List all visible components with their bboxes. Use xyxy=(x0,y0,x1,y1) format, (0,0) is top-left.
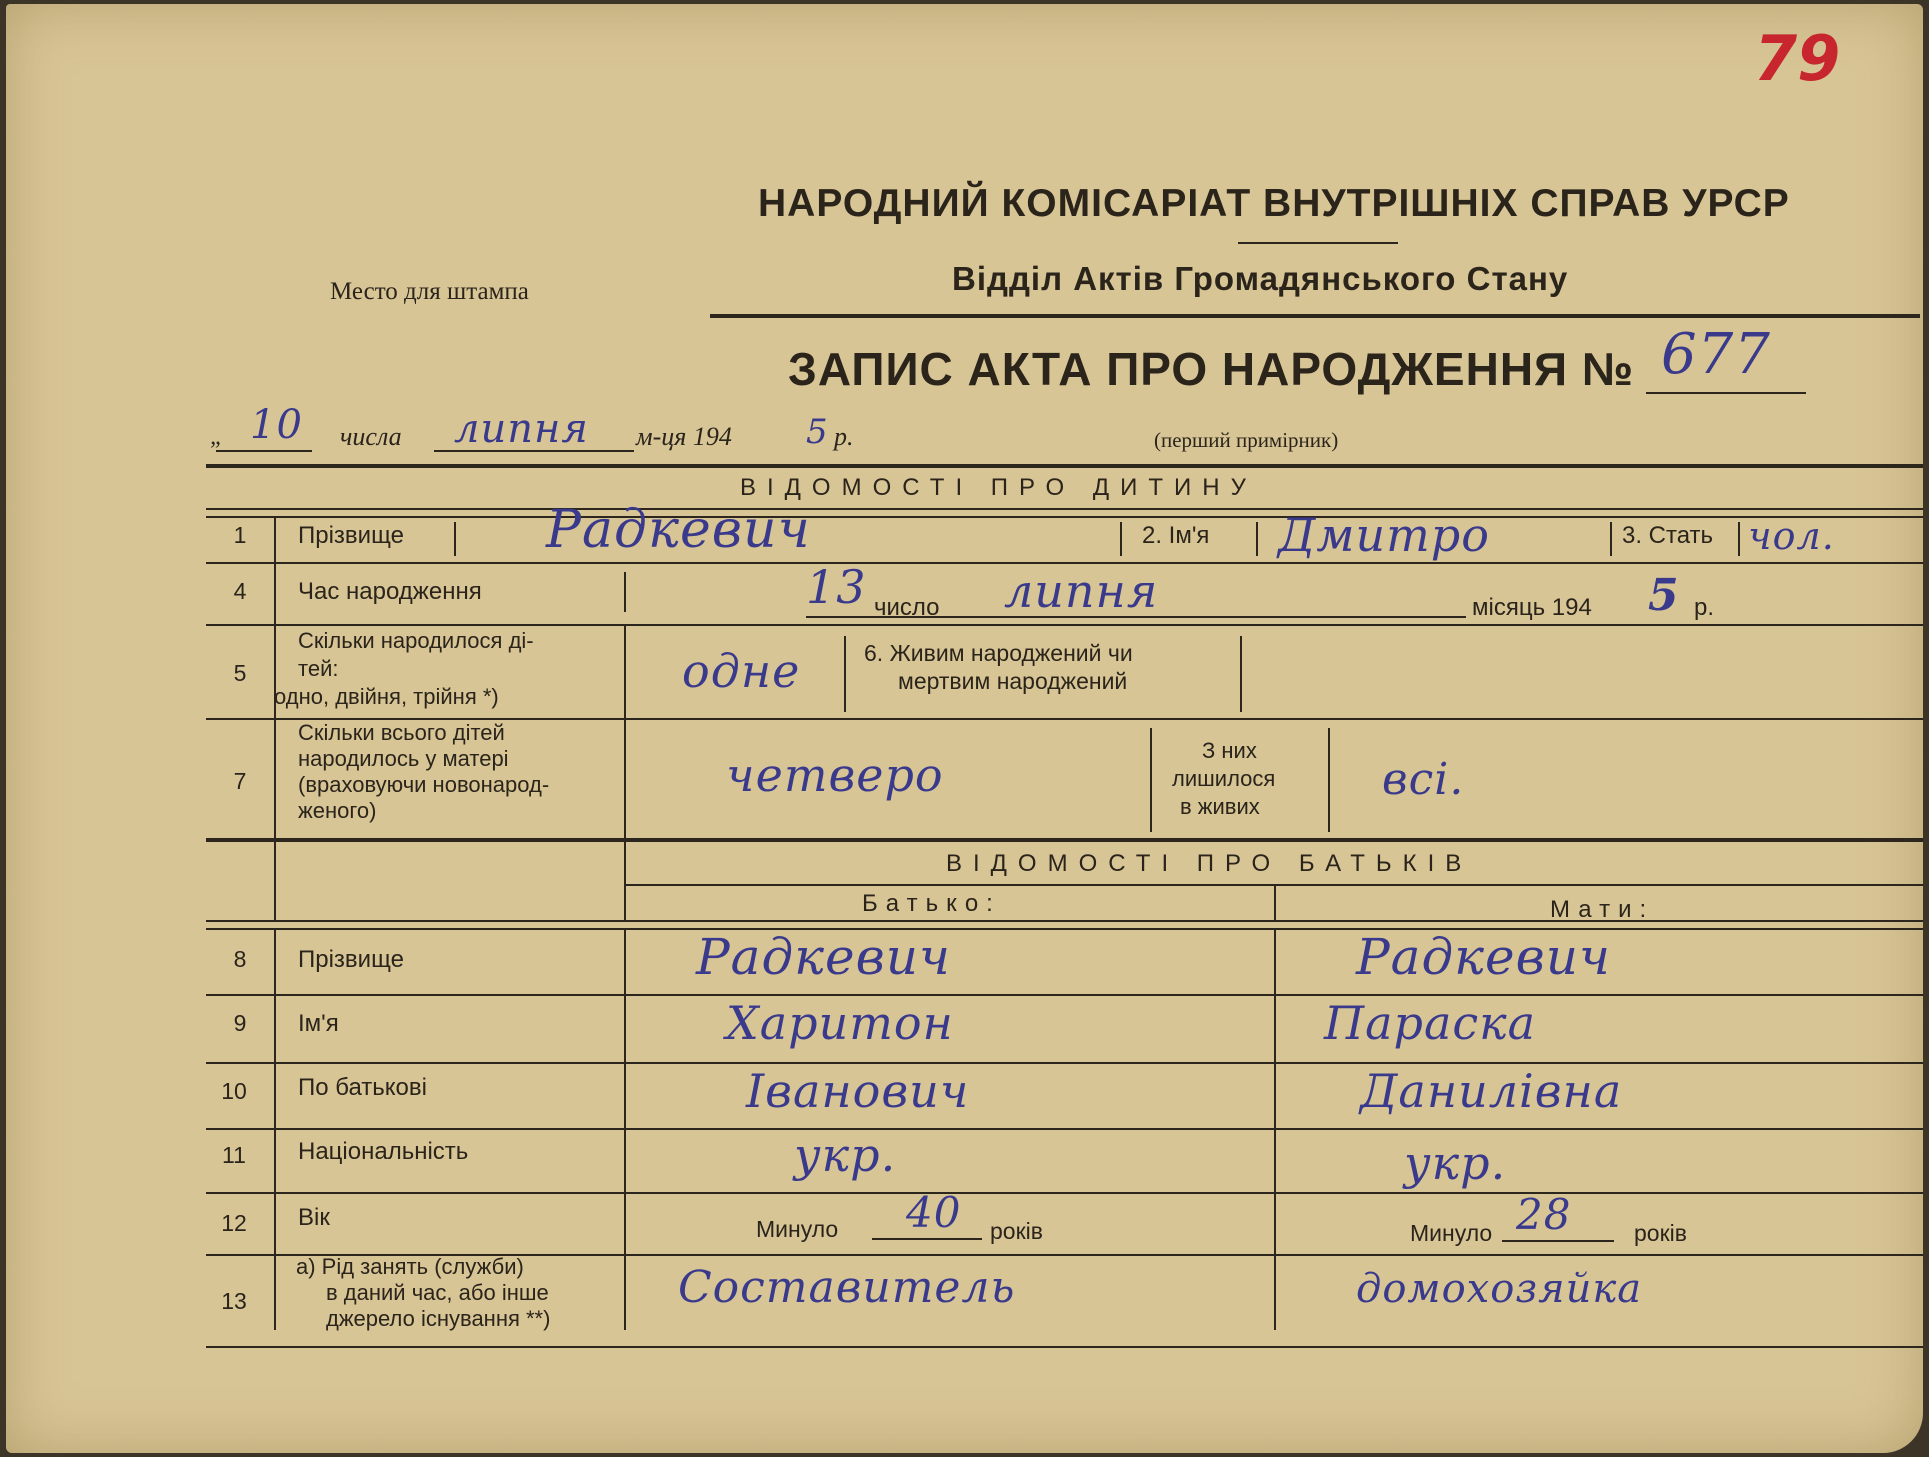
field-label: Прізвище xyxy=(298,522,404,549)
col-divider xyxy=(624,572,626,612)
mother-age-value: 28 xyxy=(1516,1190,1572,1239)
father-surname-value: Радкевич xyxy=(696,928,951,986)
col-divider xyxy=(624,718,626,838)
record-title xyxy=(788,342,1634,396)
date-month-label: м-ця 194 xyxy=(636,422,732,451)
date-open-quote: „ xyxy=(210,424,224,450)
row-number: 10 xyxy=(221,1078,247,1104)
row-rule xyxy=(206,1192,1923,1194)
stamp-place-label: Место для штампа xyxy=(330,278,529,305)
field-label: Національність xyxy=(298,1138,469,1165)
father-nationality-value: укр. xyxy=(794,1128,897,1182)
field-label: Вік xyxy=(298,1204,330,1231)
col-divider xyxy=(1240,636,1242,712)
child-sex-value: чол. xyxy=(1748,514,1835,558)
copy-note: (перший примірник) xyxy=(1154,428,1339,452)
row-rule xyxy=(206,624,1923,626)
col-divider xyxy=(274,842,276,920)
birth-year-value: 5 xyxy=(1648,570,1680,621)
row-rule xyxy=(206,928,1923,930)
col-divider xyxy=(274,516,276,562)
mother-surname-value: Радкевич xyxy=(1356,928,1611,986)
field-label: (враховуючи новонарод- xyxy=(298,772,550,797)
section-child-heading: ВІДОМОСТІ ПРО ДИТИНУ xyxy=(740,474,1257,501)
father-header: Батько: xyxy=(862,890,1001,917)
alive-label: в живих xyxy=(1180,794,1260,819)
row-number: 8 xyxy=(233,946,247,972)
col-divider xyxy=(1256,522,1258,556)
mother-header: Мати: xyxy=(1550,896,1655,923)
date-day-value: 10 xyxy=(250,402,303,448)
child-surname-value: Радкевич xyxy=(546,500,811,560)
alive-label: лишилося xyxy=(1172,766,1276,791)
age-prefix: Минуло xyxy=(1410,1220,1493,1246)
field-label: 2. Ім'я xyxy=(1142,522,1210,549)
record-title-text: ЗАПИС АКТА ПРО НАРОДЖЕННЯ № xyxy=(788,343,1635,395)
children-count-value: одне xyxy=(682,644,801,698)
row-number: 4 xyxy=(233,578,247,604)
alive-label: мертвим народжений xyxy=(898,668,1128,694)
field-label: народилось у матері xyxy=(298,746,509,771)
field-label: джерело існування **) xyxy=(326,1306,551,1331)
row-number: 1 xyxy=(233,522,247,548)
col-divider xyxy=(1328,728,1330,832)
field-label: Скільки народилося ді- xyxy=(298,628,534,653)
age-underline xyxy=(1502,1240,1614,1242)
total-children-value: четверо xyxy=(726,748,944,802)
field-label: одно, двійня, трійня *) xyxy=(274,684,499,709)
row-number: 9 xyxy=(233,1010,247,1036)
father-name-value: Харитон xyxy=(726,996,954,1050)
field-label: Скільки всього дітей xyxy=(298,720,505,745)
col-divider xyxy=(1610,522,1612,556)
alive-label: З них xyxy=(1202,738,1257,763)
table-top-rule xyxy=(206,464,1923,468)
mother-name-value: Параска xyxy=(1324,996,1537,1050)
col-divider xyxy=(274,718,276,838)
father-patronymic-value: Іванович xyxy=(746,1064,970,1118)
surviving-children-value: всі. xyxy=(1382,754,1465,805)
mother-nationality-value: укр. xyxy=(1404,1136,1507,1190)
rule-a xyxy=(206,508,1923,510)
header-divider xyxy=(1238,242,1398,244)
age-suffix: років xyxy=(990,1218,1043,1244)
col-divider xyxy=(624,624,626,718)
row-number: 5 xyxy=(233,660,247,686)
birth-month-label: місяць 194 xyxy=(1472,594,1592,621)
ministry-title: НАРОДНИЙ КОМІСАРІАТ ВНУТРІШНІХ СПРАВ УРСР xyxy=(758,182,1790,225)
record-number: 677 xyxy=(1661,322,1771,387)
col-divider xyxy=(844,636,846,712)
date-day-underline xyxy=(216,450,312,452)
field-label: а) Рід занять (служби) xyxy=(296,1254,524,1279)
birth-year-label: р. xyxy=(1694,594,1715,621)
age-prefix: Минуло xyxy=(756,1216,839,1242)
mother-occupation-value: домохозяйка xyxy=(1356,1266,1643,1312)
field-label: По батькові xyxy=(298,1074,427,1101)
col-divider xyxy=(1120,522,1122,556)
birth-day-value: 13 xyxy=(806,560,867,614)
age-suffix: років xyxy=(1634,1220,1687,1246)
birth-month-value: липня xyxy=(1004,564,1159,618)
field-label: Ім'я xyxy=(298,1010,339,1037)
section-rule xyxy=(206,838,1923,842)
father-occupation-value: Составитель xyxy=(678,1262,1016,1313)
child-name-value: Дмитро xyxy=(1278,508,1490,562)
archive-page-number: 79 xyxy=(1754,22,1841,95)
row-number: 7 xyxy=(233,768,247,794)
col-divider xyxy=(1274,886,1276,920)
col-divider xyxy=(274,562,276,624)
row-rule xyxy=(206,994,1923,996)
row-number: 13 xyxy=(221,1288,247,1314)
field-label: Прізвище xyxy=(298,946,404,973)
section-parents-heading: ВІДОМОСТІ ПРО БАТЬКІВ xyxy=(946,850,1473,877)
date-day-label: числа xyxy=(340,422,402,451)
table-bottom-rule xyxy=(206,1346,1923,1348)
birth-underline xyxy=(806,616,1466,618)
row-number: 12 xyxy=(221,1210,247,1236)
department-title: Відділ Актів Громадянського Стану xyxy=(952,260,1569,297)
field-label: женого) xyxy=(298,798,377,823)
rule-b xyxy=(206,516,1923,518)
mother-patronymic-value: Данилівна xyxy=(1360,1064,1623,1118)
field-label: в даний час, або інше xyxy=(326,1280,549,1305)
date-month-underline xyxy=(434,450,634,452)
date-year-label: р. xyxy=(834,422,854,451)
col-divider xyxy=(1738,522,1740,556)
row-rule xyxy=(206,1062,1923,1064)
age-underline xyxy=(872,1238,982,1240)
record-number-underline xyxy=(1646,392,1806,394)
birth-day-label: число xyxy=(874,594,940,621)
col-divider xyxy=(1150,728,1152,832)
father-age-value: 40 xyxy=(906,1188,962,1237)
date-year-value: 5 xyxy=(806,412,829,452)
field-label: тей: xyxy=(298,656,339,681)
document-sheet xyxy=(6,4,1923,1453)
col-divider xyxy=(454,522,456,556)
header-rule xyxy=(710,314,1920,318)
field-label: 3. Стать xyxy=(1622,522,1714,549)
row-rule xyxy=(206,920,1923,922)
row-number: 11 xyxy=(222,1142,246,1168)
date-month-value: липня xyxy=(454,406,589,452)
field-label: Час народження xyxy=(298,578,482,605)
col-divider xyxy=(624,842,626,920)
alive-label: 6. Живим народжений чи xyxy=(864,640,1133,666)
row-rule xyxy=(206,1128,1923,1130)
